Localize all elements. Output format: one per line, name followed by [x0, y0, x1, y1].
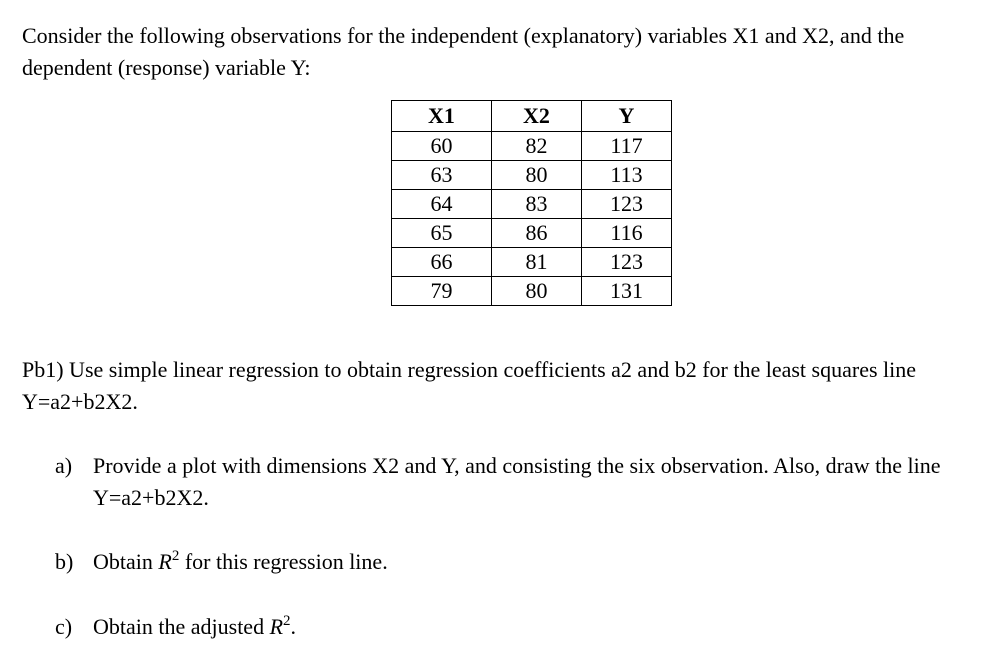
table-row [392, 161, 672, 190]
cell-y: 113 [582, 161, 672, 190]
cell-x2: 86 [492, 219, 582, 248]
item-c-marker: c) [55, 614, 73, 639]
cell-x1: 63 [392, 161, 492, 190]
item-b [55, 546, 965, 578]
item-c-math: R [269, 614, 284, 639]
cell-x2: 82 [492, 132, 582, 161]
item-b-marker: b) [55, 549, 74, 574]
header-x1: X1 [392, 101, 492, 132]
table-row [392, 277, 672, 306]
cell-x1: 65 [392, 219, 492, 248]
item-c-prefix: Obtain the adjusted [93, 614, 270, 639]
item-c-suffix: . [290, 614, 297, 639]
table-row [392, 219, 672, 248]
cell-x1: 60 [392, 132, 492, 161]
header-x2: X2 [492, 101, 582, 132]
table-header-row [392, 101, 672, 132]
cell-x1: 66 [392, 248, 492, 277]
item-b-suffix: for this regression line. [179, 549, 388, 574]
item-a [55, 450, 965, 514]
cell-y: 131 [582, 277, 672, 306]
cell-x1: 64 [392, 190, 492, 219]
cell-x1: 79 [392, 277, 492, 306]
table-row [392, 190, 672, 219]
cell-x2: 83 [492, 190, 582, 219]
item-c-text [93, 611, 965, 643]
cell-y: 117 [582, 132, 672, 161]
cell-y: 123 [582, 248, 672, 277]
item-c-sup: 2 [283, 613, 291, 629]
table-row [392, 248, 672, 277]
item-b-sup: 2 [171, 548, 180, 564]
cell-y: 123 [582, 190, 672, 219]
item-b-math: R [158, 549, 172, 574]
cell-x2: 81 [492, 248, 582, 277]
item-b-prefix: Obtain [93, 549, 159, 574]
item-c [55, 611, 965, 643]
item-b-text [93, 546, 965, 578]
cell-y: 116 [582, 219, 672, 248]
header-y: Y [582, 101, 672, 132]
observations-table [391, 100, 672, 306]
cell-x2: 80 [492, 277, 582, 306]
problem-statement: Pb1) Use simple linear regression to obtain regression coefficients a2 and b2 for the least squares line Y=a2+b2X2. [22, 357, 917, 414]
table-row [392, 132, 672, 161]
item-a-text: Provide a plot with dimensions X2 and Y, and consisting the six observation. Also, draw the line Y=a2+b2X2. [93, 453, 941, 510]
cell-x2: 80 [492, 161, 582, 190]
intro-paragraph: Consider the following observations for the independent (explanatory) variables X1 and X2, and the dependent (response) variable Y: [22, 23, 905, 80]
item-a-marker: a) [55, 453, 73, 478]
